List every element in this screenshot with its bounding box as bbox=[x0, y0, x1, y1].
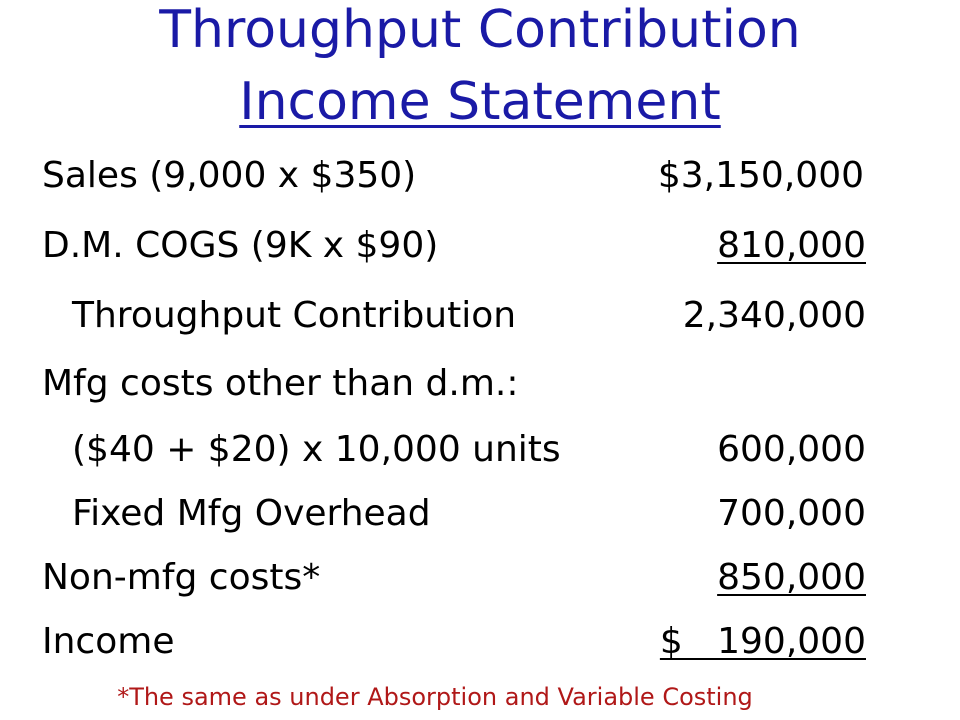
footnote: *The same as under Absorption and Variable Costing bbox=[117, 683, 753, 711]
statement-row-fixed-mfg-overhead bbox=[0, 492, 960, 552]
title-line-1 bbox=[0, 0, 960, 60]
row-amount: 850,000 bbox=[717, 557, 866, 598]
statement-row-income bbox=[0, 620, 960, 680]
row-label: Mfg costs other than d.m.: bbox=[42, 363, 519, 404]
row-label: D.M. COGS (9K x $90) bbox=[42, 225, 439, 266]
statement-row-dm-cogs bbox=[0, 224, 960, 284]
row-amount: 700,000 bbox=[717, 493, 866, 534]
row-label: Non-mfg costs* bbox=[42, 557, 321, 598]
statement-row-variable-mfg bbox=[0, 428, 960, 488]
row-label: Income bbox=[42, 621, 175, 662]
row-label: ($40 + $20) x 10,000 units bbox=[72, 429, 561, 470]
row-amount: 810,000 bbox=[717, 225, 866, 266]
statement-row-non-mfg-costs bbox=[0, 556, 960, 616]
row-label: Sales (9,000 x $350) bbox=[42, 155, 417, 196]
title-text-1: Throughput Contribution bbox=[159, 0, 801, 60]
row-label: Fixed Mfg Overhead bbox=[72, 493, 431, 534]
title-text-2: Income Statement bbox=[239, 72, 721, 132]
row-amount: $3,150,000 bbox=[657, 155, 864, 196]
row-label: Throughput Contribution bbox=[72, 295, 517, 336]
row-amount: $ 190,000 bbox=[659, 621, 866, 662]
title-line-2 bbox=[0, 72, 960, 132]
statement-row-mfg-costs-header bbox=[0, 362, 960, 422]
statement-row-throughput-contribution bbox=[0, 294, 960, 354]
statement-row-sales bbox=[0, 154, 960, 214]
row-amount: 600,000 bbox=[717, 429, 866, 470]
row-amount: 2,340,000 bbox=[682, 295, 866, 336]
